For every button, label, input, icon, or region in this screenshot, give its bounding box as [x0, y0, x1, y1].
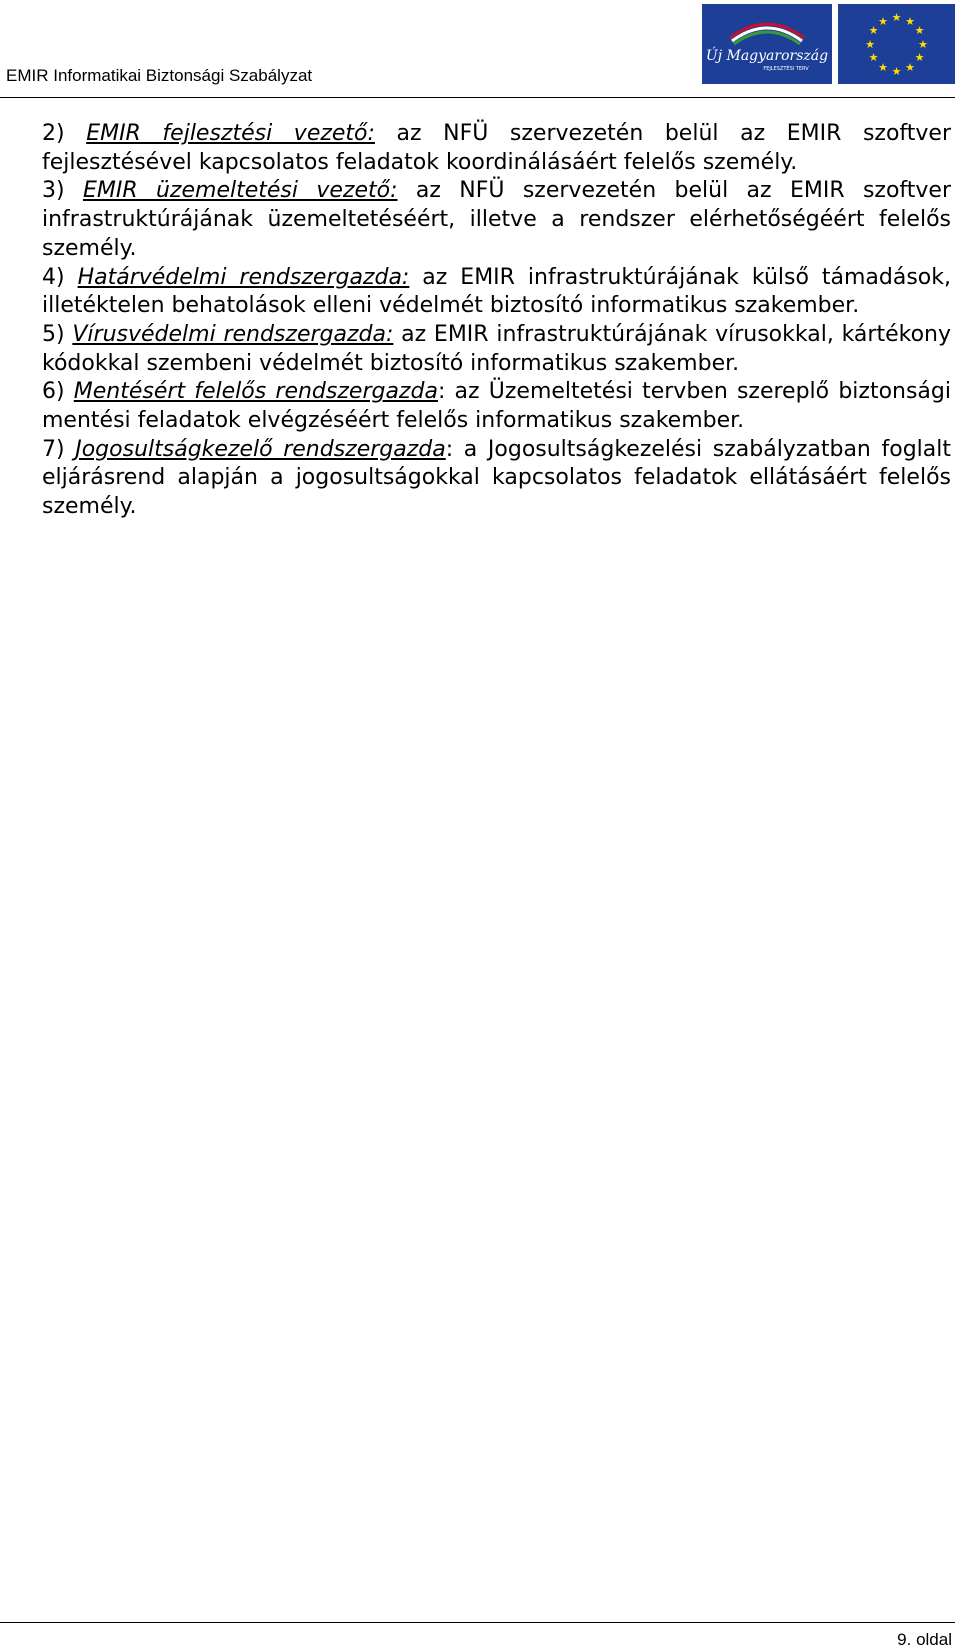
svg-text:★: ★ [905, 15, 915, 28]
definition-item-2 [42, 120, 951, 177]
item-number: 7) [42, 436, 65, 462]
svg-text:★: ★ [891, 11, 902, 24]
svg-text:★: ★ [905, 61, 915, 74]
definition-item-5 [42, 321, 951, 378]
header-logos [702, 4, 955, 84]
item-number: 4) [42, 264, 65, 290]
definition-term: Vírusvédelmi rendszergazda: [72, 321, 394, 347]
definition-item-4 [42, 264, 951, 321]
svg-text:★: ★ [914, 51, 925, 64]
logo-um-text: Új Magyarország [705, 48, 829, 64]
item-number: 5) [42, 321, 65, 347]
definition-item-3 [42, 177, 951, 263]
definition-text: az EMIR infrastruktúrájának külső támadások, illetéktelen behatolások elleni védelmét biztosító informatikus szakember. [42, 264, 951, 319]
logo-um-subtext: FEJLESZTÉSI TERV [763, 66, 809, 72]
item-number: 6) [42, 379, 65, 405]
svg-text:★: ★ [878, 61, 888, 74]
header-divider [0, 97, 955, 98]
definition-text: az EMIR infrastruktúrájának vírusokkal, kártékony kódokkal szembeni védelmét biztosító informatikus szakember. [42, 321, 951, 376]
svg-text:★: ★ [868, 51, 879, 64]
item-number: 3) [42, 178, 65, 204]
definition-item-6 [42, 378, 951, 435]
definition-list [42, 120, 951, 522]
definition-text: : a Jogosultságkezelési szabályzatban foglalt eljárásrend alapján a jogosultságokkal kapcsolatos feladatok ellátásáért felelős személy. [42, 436, 952, 520]
definition-text: : az Üzemeltetési tervben szereplő biztonsági mentési feladatok elvégzéséért felelős informatikus szakember. [42, 379, 951, 434]
definition-term: EMIR fejlesztési vezető: [86, 121, 375, 146]
item-number: 2) [42, 121, 65, 146]
document-header-title: EMIR Informatikai Biztonsági Szabályzat [6, 66, 313, 85]
eu-flag-logo [838, 4, 955, 84]
definition-text: az NFÜ szervezetén belül az EMIR szoftver infrastruktúrájának üzemeltetéséért, illetve a rendszer elérhetőségéért felelős személy. [42, 178, 952, 261]
definition-term: Határvédelmi rendszergazda: [77, 264, 410, 290]
uj-magyarorszag-logo [702, 4, 832, 84]
svg-text:★: ★ [918, 38, 928, 51]
svg-text:★: ★ [878, 15, 888, 28]
footer-divider [0, 1622, 955, 1623]
definition-term: EMIR üzemeltetési vezető: [82, 178, 398, 204]
svg-text:★: ★ [865, 38, 875, 51]
svg-text:★: ★ [891, 65, 902, 78]
svg-text:★: ★ [868, 24, 879, 37]
definition-item-7 [42, 436, 951, 522]
svg-text:★: ★ [914, 24, 925, 37]
definition-text: az NFÜ szervezetén belül az EMIR szoftver fejlesztésével kapcsolatos feladatok koordinálásáért felelős személy. [42, 121, 951, 175]
definition-term: Mentésért felelős rendszergazda [73, 379, 438, 405]
page-number: 9. oldal [897, 1630, 952, 1649]
definition-term: Jogosultságkezelő rendszergazda [75, 436, 446, 462]
